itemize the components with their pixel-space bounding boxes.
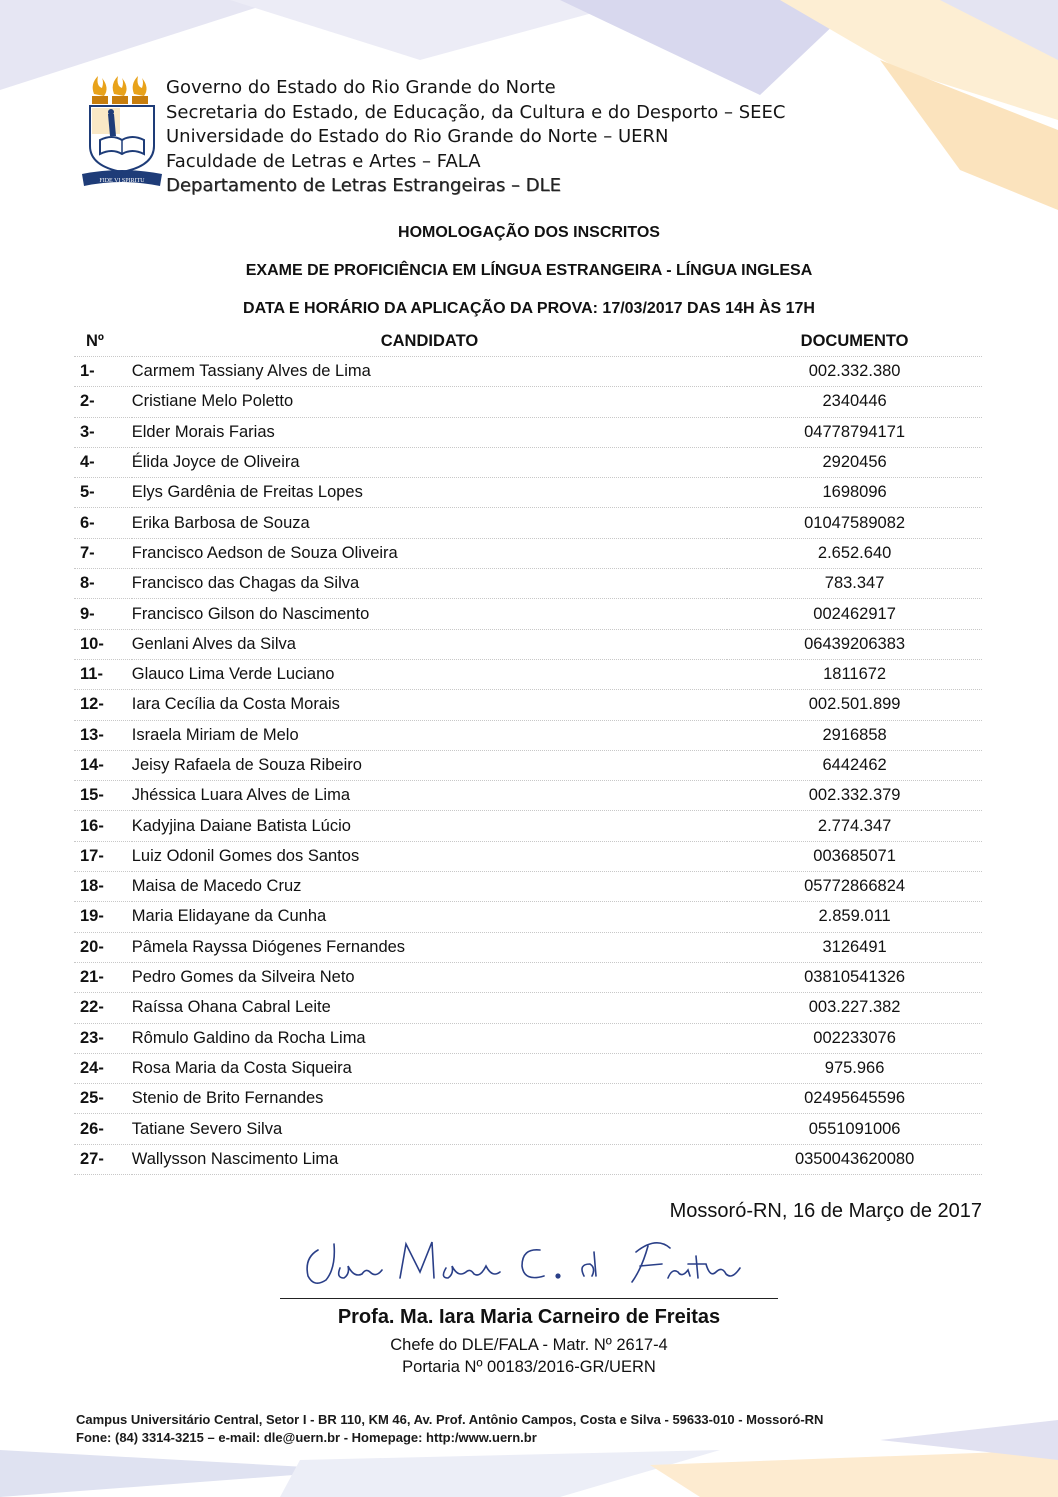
row-number: 27-	[74, 1144, 132, 1174]
candidate-name: Kadyjina Daiane Batista Lúcio	[132, 811, 727, 841]
logo-motto: FIDE VI SPIRITU	[99, 178, 145, 184]
table-row	[74, 1023, 982, 1053]
table-row	[74, 872, 982, 902]
row-number: 24-	[74, 1053, 132, 1083]
candidate-name: Élida Joyce de Oliveira	[132, 447, 727, 477]
row-number: 23-	[74, 1023, 132, 1053]
signer-name: Profa. Ma. Iara Maria Carneiro de Freitas	[337, 1306, 721, 1328]
candidate-name: Erika Barbosa de Souza	[132, 508, 727, 538]
document-number: 002462917	[727, 599, 982, 629]
document-number: 1811672	[727, 659, 982, 689]
document-number: 06439206383	[727, 629, 982, 659]
table-row	[74, 993, 982, 1023]
candidate-name: Israela Miriam de Melo	[132, 720, 727, 750]
header-line-university: Universidade do Estado do Rio Grande do Norte – UERN	[166, 126, 669, 147]
signer-role: Chefe do DLE/FALA - Matr. Nº 2617-4	[390, 1336, 668, 1354]
header-line-secretariat: Secretaria do Estado, de Educação, da Cultura e do Desporto – SEEC	[166, 101, 786, 123]
candidate-name: Luiz Odonil Gomes dos Santos	[132, 841, 727, 871]
table-row	[74, 447, 982, 477]
table-row	[74, 902, 982, 932]
table-row	[74, 538, 982, 568]
column-header-document: DOCUMENTO	[727, 326, 982, 357]
candidate-name: Wallysson Nascimento Lima	[132, 1144, 727, 1174]
table-row	[74, 962, 982, 992]
table-row	[74, 750, 982, 780]
document-number: 003685071	[727, 841, 982, 871]
row-number: 3-	[74, 417, 132, 447]
candidate-name: Jeisy Rafaela de Souza Ribeiro	[132, 750, 727, 780]
header-line-department: Departamento de Letras Estrangeiras – DLE	[166, 175, 561, 196]
table-row	[74, 841, 982, 871]
table-row	[74, 599, 982, 629]
candidate-name: Genlani Alves da Silva	[132, 629, 727, 659]
candidate-name: Stenio de Brito Fernandes	[132, 1084, 727, 1114]
document-number: 2.774.347	[727, 811, 982, 841]
candidate-name: Elys Gardênia de Freitas Lopes	[132, 478, 727, 508]
header-line-faculty: Faculdade de Letras e Artes – FALA	[166, 150, 481, 172]
document-number: 3126491	[727, 932, 982, 962]
candidate-name: Glauco Lima Verde Luciano	[132, 659, 727, 689]
table-row	[74, 569, 982, 599]
table-row	[74, 478, 982, 508]
candidate-name: Francisco das Chagas da Silva	[132, 569, 727, 599]
row-number: 9-	[74, 599, 132, 629]
row-number: 5-	[74, 478, 132, 508]
row-number: 22-	[74, 993, 132, 1023]
row-number: 13-	[74, 720, 132, 750]
document-number: 002.332.379	[727, 781, 982, 811]
footer-address: Campus Universitário Central, Setor I - BR 110, KM 46, Av. Prof. Antônio Campos, Costa e Silva - 59633-010 - Mossoró-RN	[76, 1412, 824, 1427]
row-number: 11-	[74, 659, 132, 689]
document-number: 02495645596	[727, 1084, 982, 1114]
document-number: 2916858	[727, 720, 982, 750]
header-line-government: Governo do Estado do Rio Grande do Norte	[166, 77, 556, 98]
footer-contact: Fone: (84) 3314-3215 – e-mail: dle@uern.br - Homepage: http:/www.uern.br	[76, 1430, 537, 1445]
candidates-table-body	[74, 357, 982, 1175]
row-number: 10-	[74, 629, 132, 659]
document-titles	[0, 222, 1058, 336]
row-number: 6-	[74, 508, 132, 538]
candidate-name: Cristiane Melo Poletto	[132, 387, 727, 417]
document-number: 0551091006	[727, 1114, 982, 1144]
date-location: Mossoró-RN, 16 de Março de 2017	[669, 1200, 982, 1222]
row-number: 7-	[74, 538, 132, 568]
table-row	[74, 629, 982, 659]
candidate-name: Pedro Gomes da Silveira Neto	[132, 962, 727, 992]
row-number: 26-	[74, 1114, 132, 1144]
table-row	[74, 387, 982, 417]
title-exam: EXAME DE PROFICIÊNCIA EM LÍNGUA ESTRANGEIRA - LÍNGUA INGLESA	[245, 262, 813, 279]
document-number: 2920456	[727, 447, 982, 477]
document-number: 1698096	[727, 478, 982, 508]
candidate-name: Carmem Tassiany Alves de Lima	[132, 357, 727, 387]
signer-details	[0, 1334, 1058, 1378]
table-row	[74, 357, 982, 387]
document-number: 05772866824	[727, 872, 982, 902]
table-row	[74, 1053, 982, 1083]
row-number: 12-	[74, 690, 132, 720]
candidate-name: Pâmela Rayssa Diógenes Fernandes	[132, 932, 727, 962]
candidate-name: Jhéssica Luara Alves de Lima	[132, 781, 727, 811]
row-number: 21-	[74, 962, 132, 992]
row-number: 14-	[74, 750, 132, 780]
row-number: 1-	[74, 357, 132, 387]
table-header-row	[74, 326, 982, 357]
row-number: 2-	[74, 387, 132, 417]
document-number: 2.652.640	[727, 538, 982, 568]
candidate-name: Raíssa Ohana Cabral Leite	[132, 993, 727, 1023]
table-row	[74, 417, 982, 447]
document-number: 01047589082	[727, 508, 982, 538]
table-row	[74, 1114, 982, 1144]
row-number: 25-	[74, 1084, 132, 1114]
candidates-table	[74, 326, 982, 1175]
page-footer	[76, 1411, 823, 1447]
signature	[296, 1228, 756, 1298]
signature-line	[280, 1298, 778, 1299]
row-number: 15-	[74, 781, 132, 811]
table-row	[74, 1144, 982, 1174]
table-row	[74, 811, 982, 841]
table-row	[74, 508, 982, 538]
candidate-name: Rosa Maria da Costa Siqueira	[132, 1053, 727, 1083]
column-header-candidate: CANDIDATO	[132, 326, 727, 357]
candidate-name: Francisco Gilson do Nascimento	[132, 599, 727, 629]
title-date-time: DATA E HORÁRIO DA APLICAÇÃO DA PROVA: 17/03/2017 DAS 14H ÀS 17H	[243, 300, 815, 317]
document-number: 2.859.011	[727, 902, 982, 932]
document-number: 03810541326	[727, 962, 982, 992]
candidate-name: Rômulo Galdino da Rocha Lima	[132, 1023, 727, 1053]
document-number: 0350043620080	[727, 1144, 982, 1174]
candidate-name: Tatiane Severo Silva	[132, 1114, 727, 1144]
candidate-name: Maisa de Macedo Cruz	[132, 872, 727, 902]
document-number: 002.501.899	[727, 690, 982, 720]
row-number: 16-	[74, 811, 132, 841]
table-row	[74, 781, 982, 811]
uern-logo	[80, 74, 164, 192]
table-row	[74, 720, 982, 750]
column-header-number: Nº	[74, 326, 132, 357]
candidate-name: Iara Cecília da Costa Morais	[132, 690, 727, 720]
row-number: 20-	[74, 932, 132, 962]
document-number: 2340446	[727, 387, 982, 417]
document-number: 002.332.380	[727, 357, 982, 387]
document-number: 6442462	[727, 750, 982, 780]
row-number: 18-	[74, 872, 132, 902]
table-row	[74, 1084, 982, 1114]
document-number: 003.227.382	[727, 993, 982, 1023]
document-number: 04778794171	[727, 417, 982, 447]
institution-header	[166, 76, 785, 199]
candidate-name: Francisco Aedson de Souza Oliveira	[132, 538, 727, 568]
row-number: 17-	[74, 841, 132, 871]
table-row	[74, 932, 982, 962]
candidate-name: Elder Morais Farias	[132, 417, 727, 447]
document-number: 783.347	[727, 569, 982, 599]
document-number: 975.966	[727, 1053, 982, 1083]
signer-ordinance: Portaria Nº 00183/2016-GR/UERN	[402, 1358, 656, 1376]
title-homologation: HOMOLOGAÇÃO DOS INSCRITOS	[398, 224, 660, 241]
row-number: 19-	[74, 902, 132, 932]
document-number: 002233076	[727, 1023, 982, 1053]
row-number: 8-	[74, 569, 132, 599]
candidate-name: Maria Elidayane da Cunha	[132, 902, 727, 932]
row-number: 4-	[74, 447, 132, 477]
table-row	[74, 659, 982, 689]
table-row	[74, 690, 982, 720]
